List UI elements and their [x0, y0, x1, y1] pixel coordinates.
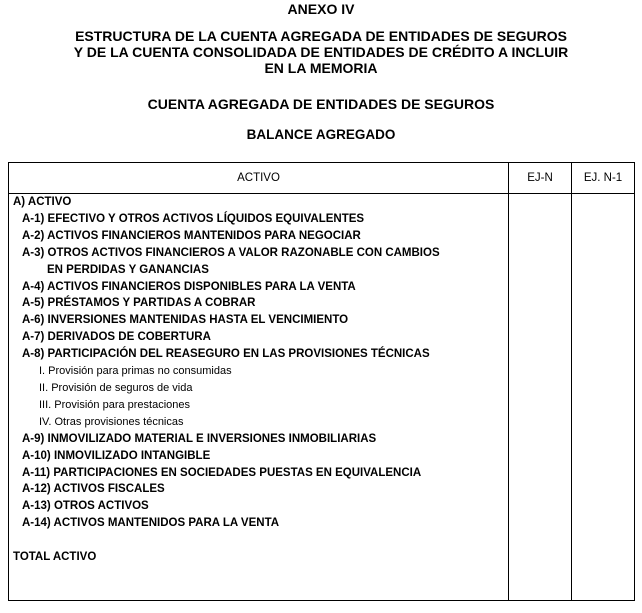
ej-n-values-cell [509, 194, 572, 601]
row-a10: A-10) INMOVILIZADO INTANGIBLE [22, 449, 211, 462]
row-a3-continuation: EN PERDIDAS Y GANANCIAS [47, 263, 209, 276]
annex-title: ANEXO IV [287, 1, 355, 17]
title-line: EN LA MEMORIA [264, 60, 378, 76]
row-a7: A-7) DERIVADOS DE COBERTURA [22, 331, 211, 344]
activo-items-cell [9, 194, 509, 601]
row-a8: A-8) PARTICIPACIÓN DEL REASEGURO EN LAS PROVISIONES TÉCNICAS [22, 348, 430, 361]
row-a-activo: A) ACTIVO [13, 196, 72, 208]
row-a4: A-4) ACTIVOS FINANCIEROS DISPONIBLES PARA LA VENTA [22, 280, 356, 293]
row-a5: A-5) PRÉSTAMOS Y PARTIDAS A COBRAR [22, 297, 256, 310]
subtitle: CUENTA AGREGADA DE ENTIDADES DE SEGUROS [147, 96, 495, 112]
row-a8-iv: IV. Otras provisiones técnicas [39, 415, 184, 428]
ej-n-1-values-cell [572, 194, 635, 601]
row-a12: A-12) ACTIVOS FISCALES [22, 483, 165, 496]
spacer [9, 532, 508, 549]
row-total-activo: TOTAL ACTIVO [13, 551, 97, 564]
row-a9: A-9) INMOVILIZADO MATERIAL E INVERSIONES INMOBILIARIAS [22, 432, 377, 445]
row-a8-i: I. Provisión para primas no consumidas [39, 365, 232, 378]
table-body-row [9, 194, 635, 601]
column-header-ej-n-1: EJ. N-1 [572, 163, 635, 194]
row-a8-iii: III. Provisión para prestaciones [39, 398, 191, 411]
table-header-row [9, 163, 635, 194]
row-a14: A-14) ACTIVOS MANTENIDOS PARA LA VENTA [22, 517, 280, 530]
column-header-ej-n: EJ-N [509, 163, 572, 194]
row-a1: A-1) EFECTIVO Y OTROS ACTIVOS LÍQUIDOS EQUIVALENTES [22, 212, 365, 225]
title-line: Y DE LA CUENTA CONSOLIDADA DE ENTIDADES DE CRÉDITO A INCLUIR [73, 44, 569, 60]
document-title [0, 28, 642, 76]
row-a8-ii: II. Provisión de seguros de vida [39, 381, 193, 394]
row-a13: A-13) OTROS ACTIVOS [22, 500, 149, 513]
balance-table [8, 162, 635, 601]
row-a3: A-3) OTROS ACTIVOS FINANCIEROS A VALOR RAZONABLE CON CAMBIOS [22, 246, 440, 259]
column-header-activo: ACTIVO [9, 163, 509, 194]
row-a11: A-11) PARTICIPACIONES EN SOCIEDADES PUESTAS EN EQUIVALENCIA [22, 466, 422, 479]
row-a2: A-2) ACTIVOS FINANCIEROS MANTENIDOS PARA NEGOCIAR [22, 229, 361, 242]
section-title: BALANCE AGREGADO [246, 127, 396, 142]
title-line: ESTRUCTURA DE LA CUENTA AGREGADA DE ENTIDADES DE SEGUROS [75, 28, 567, 44]
row-a6: A-6) INVERSIONES MANTENIDAS HASTA EL VENCIMIENTO [22, 314, 349, 327]
